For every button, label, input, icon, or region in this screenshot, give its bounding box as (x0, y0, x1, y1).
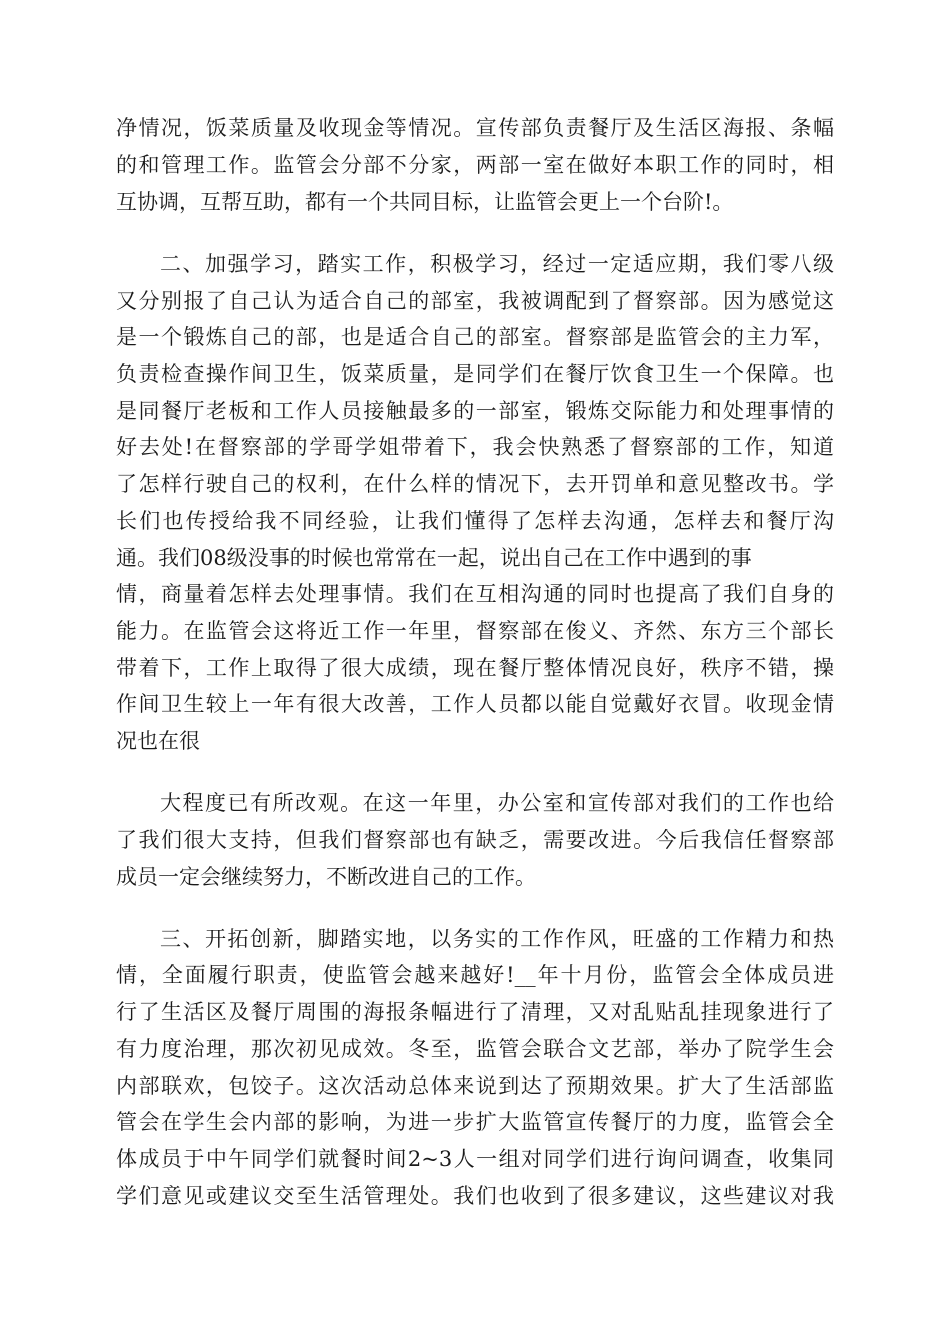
paragraph-2-line-12: 带着下，工作上取得了很大成绩，现在餐厅整体情况良好，秩序不错，操 (116, 656, 834, 680)
paragraph-2-line-3: 是一个锻炼自己的部，也是适合自己的部室。督察部是监管会的主力军， (116, 325, 834, 349)
paragraph-3-line-2: 了我们很大支持，但我们督察部也有缺乏，需要改进。今后我信任督察部 (116, 828, 834, 852)
paragraph-2-line-2: 又分别报了自己认为适合自己的部室，我被调配到了督察部。因为感觉这 (116, 289, 834, 313)
paragraph-2-line-8: 长们也传授给我不同经验，让我们懂得了怎样去沟通，怎样去和餐厅沟 (116, 509, 834, 533)
paragraph-2-line-10: 情，商量着怎样去处理事情。我们在互相沟通的同时也提高了我们自身的 (116, 582, 834, 606)
paragraph-2-line-5: 是同餐厅老板和工作人员接触最多的一部室，锻炼交际能力和处理事情的 (116, 399, 834, 423)
paragraph-2-line-13: 作间卫生较上一年有很大改善，工作人员都以能自觉戴好衣冒。收现金情 (116, 692, 834, 716)
paragraph-4-line-2: 情，全面履行职责，使监管会越来越好!__年十月份，监管会全体成员进 (116, 963, 834, 987)
paragraph-4-line-3: 行了生活区及餐厅周围的海报条幅进行了清理，又对乱贴乱挂现象进行了 (116, 1000, 834, 1024)
paragraph-2-line-6: 好去处!在督察部的学哥学姐带着下，我会快熟悉了督察部的工作，知道 (116, 435, 834, 459)
paragraph-2-line-14: 况也在很 (116, 729, 200, 753)
paragraph-2-line-7: 了怎样行驶自己的权利，在什么样的情况下，去开罚单和意见整改书。学 (116, 472, 834, 496)
paragraph-2-line-9: 通。我们08级没事的时候也常常在一起，说出自己在工作中遇到的事 (116, 546, 752, 570)
paragraph-4-line-6: 管会在学生会内部的影响，为进一步扩大监管宣传餐厅的力度，监管会全 (116, 1110, 834, 1134)
paragraph-1-line-1: 净情况，饭菜质量及收现金等情况。宣传部负责餐厅及生活区海报、条幅 (116, 116, 834, 140)
paragraph-3-line-1: 大程度已有所改观。在这一年里，办公室和宣传部对我们的工作也给 (160, 791, 834, 815)
paragraph-1-line-2: 的和管理工作。监管会分部不分家，两部一室在做好本职工作的同时，相 (116, 153, 834, 177)
paragraph-3-line-3: 成员一定会继续努力，不断改进自己的工作。 (116, 865, 536, 889)
paragraph-1-line-3: 互协调，互帮互助，都有一个共同目标，让监管会更上一个台阶!。 (116, 190, 734, 214)
paragraph-4-line-5: 内部联欢，包饺子。这次活动总体来说到达了预期效果。扩大了生活部监 (116, 1074, 834, 1098)
paragraph-2-line-1: 二、加强学习，踏实工作，积极学习，经过一定适应期，我们零八级 (160, 252, 834, 276)
paragraph-4-line-7: 体成员于中午同学们就餐时间2~3人一组对同学们进行询问调查，收集同 (116, 1147, 834, 1171)
paragraph-2-line-11: 能力。在监管会这将近工作一年里，督察部在俊义、齐然、东方三个部长 (116, 619, 834, 643)
paragraph-4-line-1: 三、开拓创新，脚踏实地，以务实的工作作风，旺盛的工作精力和热 (160, 927, 834, 951)
paragraph-4-line-8: 学们意见或建议交至生活管理处。我们也收到了很多建议，这些建议对我 (116, 1184, 834, 1208)
paragraph-2-line-4: 负责检查操作间卫生，饭菜质量，是同学们在餐厅饮食卫生一个保障。也 (116, 362, 834, 386)
paragraph-4-line-4: 有力度治理，那次初见成效。冬至，监管会联合文艺部，举办了院学生会 (116, 1037, 834, 1061)
